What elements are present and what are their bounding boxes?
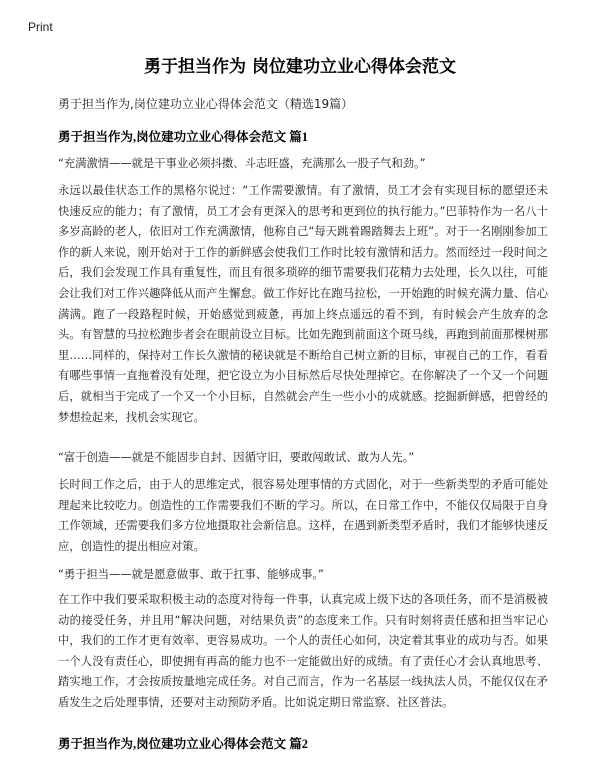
quote-creativity: “富于创造——就是不能固步自封、因循守旧，要敢闯敢试、敢为人先。” [58,451,415,464]
quote-passion: “充满激情——就是干事业必须抖擞、斗志旺盛，充满那么一股子气和劲。” [58,157,426,170]
paragraph-responsibility: 在工作中我们要采取积极主动的态度对待每一件事，认真完成上级下达的各项任务，而不是消极被动的接受任务，并且用“解决问题，对结果负责”的态度来工作。只有时刻将责任感和担当牢记心中，我们的工作才更有效率、更容易成功。一个人的责任心如何，决定着其事业的成功与否。如果一个人没有责任心，即使拥有再高的能力也不一定能做出好的成绩。有了责任心才会认真地思考、踏实地工作，才会按质按量地完成任务。对自己而言，作为一名基层一线执法人员，不能仅仅在矛盾发生之后处理事情，还要对主动预防矛盾。比如说定期日常监察、社区普法。 [58,593,548,709]
paragraph-creativity: 长时间工作之后，由于人的思维定式，很容易处理事情的方式固化，对于一些新类型的矛盾可能处理起来比较吃力。创造性的工作需要我们不断的学习。所以，在日常工作中，不能仅仅局限于自身工作领域，还需要我们多方位地摄取社会新信息。这样，在遇到新类型矛盾时，我们才能够快速反应，创造性的提出相应对策。 [58,478,548,553]
quote-responsibility: “勇于担当——就是愿意做事、敢于扛事、能够成事。” [58,568,324,581]
section-heading-2: 勇于担当作为,岗位建功立业心得体会范文 篇2 [58,737,309,751]
document-subtitle: 勇于担当作为,岗位建功立业心得体会范文（精选19篇） [58,97,354,111]
section-heading-1: 勇于担当作为,岗位建功立业心得体会范文 篇1 [58,130,309,144]
paragraph-passion: 永远以最佳状态工作的黑格尔说过：“工作需要激情。有了激情，员工才会有实现目标的愿望还未快速反应的能力；有了激情，员工才会有更深入的思考和更到位的执行能力。”巴菲特作为一名八十多岁高龄的老人，依旧对工作充满激情，他称自己“每天跳着踢踏舞去上班”。对于一名刚刚参加工作的新人来说，刚开始对于工作的新鲜感会使我们工作时比较有激情和活力。然而经过一段时间之后，我们会发现工作具有重复性，而且有很多琐碎的细节需要我们花精力去处理，长久以往，可能会让我们对工作兴趣降低从而产生懈怠。做工作好比在跑马拉松，一开始跑的时候充满力量、信心满满。跑了一段路程时候，开始感觉到疲惫，再加上终点遥远的看不到，有时候会产生放弃的念头。有智慧的马拉松跑步者会在眼前设立目标。比如先跑到前面这个斑马线，再跑到前面那棵树那里……同样的，保持对工作长久激情的秘诀就是不断给自己树立新的目标，审视自己的工作，看看有哪些事情一直拖着没有处理，把它设立为小目标然后尽快处理掉它。在你解决了一个又一个问题后，就相当于完成了一个又一个小目标，自然就会产生一些小小的成就感。挖掘新鲜感，把曾经的梦想捡起来，找机会实现它。 [58,184,548,424]
document-title: 勇于担当作为 岗位建功立业心得体会范文 [144,57,456,77]
print-link[interactable]: Print [28,20,53,34]
